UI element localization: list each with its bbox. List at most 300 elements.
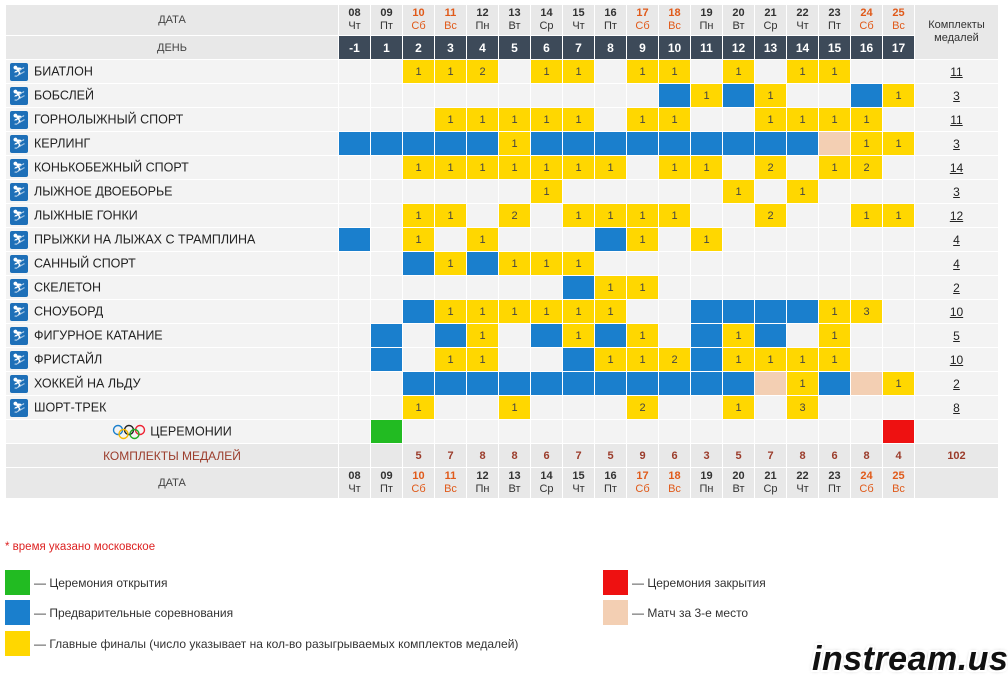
prelim-cell [755, 300, 787, 324]
day-number: 16 [851, 36, 883, 60]
empty-cell [819, 180, 851, 204]
weekday: Пн [475, 483, 490, 495]
weekday: Ср [539, 20, 554, 32]
final-cell: 1 [659, 108, 691, 132]
weekday: Пн [699, 20, 714, 32]
prelim-cell [595, 372, 627, 396]
final-cell: 1 [819, 156, 851, 180]
empty-cell [531, 276, 563, 300]
olympic-schedule-table [5, 4, 999, 499]
final-cell: 1 [627, 348, 659, 372]
final-cell: 1 [595, 300, 627, 324]
weekday: Сб [859, 483, 874, 495]
cross-country-icon: ⛷ [10, 207, 28, 225]
prelim-cell [659, 84, 691, 108]
weekday: Чт [796, 483, 809, 495]
empty-cell [339, 396, 371, 420]
date-number: 13 [508, 470, 521, 482]
final-cell: 3 [787, 396, 819, 420]
medal-total-link[interactable]: 4 [915, 228, 999, 252]
prelim-cell [723, 300, 755, 324]
empty-cell [755, 396, 787, 420]
bronze-match-cell [851, 372, 883, 396]
final-cell: 1 [659, 204, 691, 228]
final-cell: 1 [627, 108, 659, 132]
weekday: Вс [444, 20, 457, 32]
empty-cell [339, 60, 371, 84]
empty-cell [851, 228, 883, 252]
prelim-cell [819, 372, 851, 396]
sport-name-cell [6, 324, 339, 348]
closing-ceremony-cell [883, 420, 915, 444]
legend-opening [5, 570, 167, 595]
legend-bronze [603, 600, 748, 625]
prelim-cell [467, 252, 499, 276]
final-cell: 1 [723, 324, 755, 348]
day-row [6, 36, 999, 60]
medal-total-link[interactable]: 5 [915, 324, 999, 348]
medal-counts-row [6, 444, 999, 468]
empty-cell [499, 348, 531, 372]
medal-count-cell [339, 444, 371, 468]
empty-cell [723, 276, 755, 300]
final-cell: 2 [755, 204, 787, 228]
empty-cell [787, 252, 819, 276]
sport-row [6, 300, 999, 324]
final-cell: 1 [563, 204, 595, 228]
medal-count-cell: 8 [851, 444, 883, 468]
date-cell [851, 5, 883, 36]
empty-cell [691, 60, 723, 84]
sport-name: ФРИСТАЙЛ [34, 351, 103, 366]
medal-count-cell: 5 [595, 444, 627, 468]
prelim-cell [403, 372, 435, 396]
empty-cell [659, 180, 691, 204]
weekday: Сб [859, 20, 874, 32]
day-number: 13 [755, 36, 787, 60]
empty-cell [435, 228, 467, 252]
sport-row [6, 324, 999, 348]
final-cell: 1 [563, 324, 595, 348]
date-cell [403, 5, 435, 36]
empty-cell [787, 276, 819, 300]
empty-cell [371, 108, 403, 132]
medal-count-cell: 5 [403, 444, 435, 468]
empty-cell [787, 156, 819, 180]
weekday: Чт [572, 20, 585, 32]
medal-total-link[interactable]: 3 [915, 180, 999, 204]
medal-total-link[interactable]: 10 [915, 348, 999, 372]
day-number: 2 [403, 36, 435, 60]
final-cell: 1 [787, 108, 819, 132]
empty-cell [595, 60, 627, 84]
empty-cell [819, 276, 851, 300]
empty-cell [339, 108, 371, 132]
prelim-cell [787, 300, 819, 324]
date-number: 22 [796, 470, 809, 482]
weekday: Вт [508, 20, 521, 32]
date-cell [595, 5, 627, 36]
empty-cell [467, 396, 499, 420]
day-number: 12 [723, 36, 755, 60]
date-number: 19 [700, 7, 713, 19]
empty-cell [435, 84, 467, 108]
sport-row [6, 132, 999, 156]
empty-cell [851, 60, 883, 84]
sport-name-cell [6, 204, 339, 228]
final-cell: 2 [755, 156, 787, 180]
empty-cell [371, 60, 403, 84]
final-cell: 1 [883, 84, 915, 108]
final-cell: 1 [499, 396, 531, 420]
empty-cell [531, 348, 563, 372]
weekday: Пт [828, 483, 841, 495]
final-cell: 1 [851, 132, 883, 156]
empty-cell [499, 228, 531, 252]
prelim-cell [499, 372, 531, 396]
empty-cell [819, 420, 851, 444]
empty-cell [339, 420, 371, 444]
final-cell: 1 [435, 348, 467, 372]
empty-cell [563, 420, 595, 444]
weekday: Вс [668, 20, 681, 32]
prelim-cell [627, 132, 659, 156]
medal-total-link[interactable]: 11 [915, 60, 999, 84]
empty-cell [755, 276, 787, 300]
sport-name-cell [6, 60, 339, 84]
weekday: Пт [380, 483, 393, 495]
sport-name: ХОККЕЙ НА ЛЬДУ [34, 375, 141, 390]
date-header-label: ДАТА [6, 5, 339, 36]
prelim-cell [531, 324, 563, 348]
final-cell: 1 [595, 204, 627, 228]
empty-cell [883, 228, 915, 252]
date-number: 25 [892, 7, 905, 19]
empty-cell [371, 84, 403, 108]
final-cell: 1 [435, 204, 467, 228]
sport-row [6, 276, 999, 300]
prelim-cell [723, 84, 755, 108]
medals-header: Комплекты медалей [915, 5, 999, 60]
empty-cell [467, 180, 499, 204]
empty-cell [339, 300, 371, 324]
empty-cell [723, 108, 755, 132]
weekday: Пт [604, 483, 617, 495]
empty-cell [851, 276, 883, 300]
date-cell [787, 468, 819, 499]
bronze-match-cell [819, 132, 851, 156]
sport-name-cell [6, 252, 339, 276]
sport-row [6, 84, 999, 108]
sport-name-cell [6, 84, 339, 108]
date-cell [563, 468, 595, 499]
medal-total-link[interactable]: 8 [915, 396, 999, 420]
final-cell: 1 [819, 348, 851, 372]
date-number: 25 [892, 470, 905, 482]
medal-total-link[interactable]: 14 [915, 156, 999, 180]
empty-cell [659, 396, 691, 420]
empty-cell [563, 180, 595, 204]
legend-closing-label: — Церемония закрытия [632, 575, 766, 590]
weekday: Пт [380, 20, 393, 32]
legend-bronze-label: — Матч за 3-е место [632, 605, 749, 620]
empty-cell [371, 396, 403, 420]
final-cell: 1 [467, 300, 499, 324]
final-cell: 1 [787, 372, 819, 396]
weekday: Ср [539, 483, 554, 495]
medal-count-cell: 9 [627, 444, 659, 468]
final-cell: 1 [563, 300, 595, 324]
speed-skating-icon: ⛷ [10, 159, 28, 177]
snowboard-icon: ⛷ [10, 303, 28, 321]
empty-cell [883, 348, 915, 372]
empty-cell [659, 300, 691, 324]
sport-name: САННЫЙ СПОРТ [34, 255, 136, 270]
empty-cell [371, 228, 403, 252]
empty-cell [595, 396, 627, 420]
medal-count-cell: 6 [659, 444, 691, 468]
date-cell [403, 468, 435, 499]
medal-count-cell: 7 [755, 444, 787, 468]
prelim-cell [595, 228, 627, 252]
empty-cell [819, 204, 851, 228]
date-cell [467, 468, 499, 499]
date-cell [883, 5, 915, 36]
empty-cell [787, 228, 819, 252]
date-number: 09 [380, 7, 393, 19]
prelim-cell [403, 300, 435, 324]
final-cell: 1 [563, 108, 595, 132]
final-cell: 1 [883, 204, 915, 228]
empty-cell [467, 204, 499, 228]
medal-total-link[interactable]: 3 [915, 84, 999, 108]
final-cell: 1 [563, 60, 595, 84]
date-cell [627, 5, 659, 36]
final-cell: 1 [819, 300, 851, 324]
final-cell: 1 [403, 204, 435, 228]
prelim-cell [723, 132, 755, 156]
final-cell: 2 [627, 396, 659, 420]
final-cell: 1 [691, 156, 723, 180]
empty-cell [787, 84, 819, 108]
date-cell [531, 468, 563, 499]
empty-cell [371, 180, 403, 204]
empty-cell [339, 204, 371, 228]
prelim-cell [339, 228, 371, 252]
empty-cell [723, 156, 755, 180]
empty-cell [883, 60, 915, 84]
final-cell: 1 [627, 228, 659, 252]
final-cell: 2 [659, 348, 691, 372]
empty-cell [851, 324, 883, 348]
date-number: 21 [764, 470, 777, 482]
empty-cell [723, 252, 755, 276]
empty-cell [755, 228, 787, 252]
sport-name: БОБСЛЕЙ [34, 87, 94, 102]
sport-name: СНОУБОРД [34, 303, 104, 318]
date-number: 19 [700, 470, 713, 482]
empty-cell [595, 108, 627, 132]
final-cell: 1 [851, 204, 883, 228]
date-number: 15 [572, 7, 585, 19]
weekday: Пт [828, 20, 841, 32]
final-cell: 1 [723, 180, 755, 204]
day-number: 10 [659, 36, 691, 60]
prelim-cell [403, 252, 435, 276]
final-cell: 1 [467, 228, 499, 252]
prelim-cell [787, 132, 819, 156]
empty-cell [627, 252, 659, 276]
empty-cell [339, 156, 371, 180]
empty-cell [691, 204, 723, 228]
prelim-cell [531, 132, 563, 156]
empty-cell [659, 420, 691, 444]
date-cell [339, 468, 371, 499]
ceremonies-label: ЦЕРЕМОНИИ [150, 423, 232, 438]
sport-row [6, 204, 999, 228]
empty-cell [371, 300, 403, 324]
final-cell: 1 [723, 396, 755, 420]
empty-cell [467, 84, 499, 108]
date-cell [563, 5, 595, 36]
prelim-cell [371, 348, 403, 372]
medal-count-cell [371, 444, 403, 468]
date-cell [723, 5, 755, 36]
empty-cell [339, 180, 371, 204]
sport-name-cell [6, 348, 339, 372]
prelim-cell [563, 348, 595, 372]
medal-total-link[interactable]: 2 [915, 372, 999, 396]
final-cell: 1 [627, 276, 659, 300]
date-row-bottom [6, 468, 999, 499]
empty-cell [627, 180, 659, 204]
final-cell: 1 [499, 108, 531, 132]
empty-cell [403, 108, 435, 132]
empty-cell [851, 396, 883, 420]
date-number: 15 [572, 470, 585, 482]
final-cell: 1 [723, 348, 755, 372]
empty-cell [883, 252, 915, 276]
sport-name-cell [6, 300, 339, 324]
sport-name-cell [6, 276, 339, 300]
empty-cell [499, 420, 531, 444]
sport-name-cell [6, 108, 339, 132]
date-header-label: ДАТА [6, 468, 339, 499]
ski-jumping-icon: ⛷ [10, 231, 28, 249]
date-cell [723, 468, 755, 499]
sport-name: ШОРТ-ТРЕК [34, 399, 107, 414]
empty-cell [755, 60, 787, 84]
final-cell: 1 [627, 204, 659, 228]
medal-total-link[interactable]: 10 [915, 300, 999, 324]
empty-cell [403, 420, 435, 444]
day-number: 7 [563, 36, 595, 60]
ice-hockey-icon: ⛷ [10, 375, 28, 393]
medal-count-cell: 3 [691, 444, 723, 468]
day-number: 14 [787, 36, 819, 60]
date-cell [339, 5, 371, 36]
prelim-cell [755, 324, 787, 348]
date-number: 16 [604, 7, 617, 19]
empty-cell [403, 324, 435, 348]
sport-name: КЕРЛИНГ [34, 135, 91, 150]
weekday: Чт [348, 483, 361, 495]
medal-total-link[interactable]: 2 [915, 276, 999, 300]
empty-cell [723, 420, 755, 444]
day-number: -1 [339, 36, 371, 60]
date-number: 24 [860, 7, 873, 19]
sport-name-cell [6, 372, 339, 396]
empty-cell [627, 84, 659, 108]
final-cell: 1 [819, 60, 851, 84]
empty-cell [435, 180, 467, 204]
prelim-cell [723, 372, 755, 396]
final-cell: 1 [435, 300, 467, 324]
medal-total-link[interactable]: 3 [915, 132, 999, 156]
final-cell: 1 [435, 252, 467, 276]
bobsleigh-icon: ⛷ [10, 87, 28, 105]
empty-cell [883, 108, 915, 132]
medal-count-cell: 5 [723, 444, 755, 468]
final-cell: 1 [467, 324, 499, 348]
prelim-cell [563, 132, 595, 156]
date-cell [755, 5, 787, 36]
final-cell: 1 [563, 156, 595, 180]
weekday: Вт [732, 483, 745, 495]
day-number: 17 [883, 36, 915, 60]
date-cell [755, 468, 787, 499]
empty-cell [787, 324, 819, 348]
prelim-cell [339, 132, 371, 156]
prelim-cell [467, 132, 499, 156]
medal-count-cell: 4 [883, 444, 915, 468]
prelim-cell [435, 324, 467, 348]
sport-row [6, 372, 999, 396]
prelim-cell [627, 372, 659, 396]
empty-cell [883, 324, 915, 348]
medal-total-link[interactable]: 4 [915, 252, 999, 276]
empty-cell [339, 84, 371, 108]
empty-cell [467, 276, 499, 300]
date-cell [691, 468, 723, 499]
empty-cell [883, 300, 915, 324]
empty-cell [723, 228, 755, 252]
medal-count-cell: 6 [819, 444, 851, 468]
sport-row [6, 156, 999, 180]
date-number: 22 [796, 7, 809, 19]
empty-cell [371, 204, 403, 228]
date-number: 17 [636, 7, 649, 19]
prelim-cell [531, 372, 563, 396]
date-cell [435, 468, 467, 499]
medal-total-link[interactable]: 11 [915, 108, 999, 132]
opening-ceremony-cell [371, 420, 403, 444]
weekday: Вт [508, 483, 521, 495]
empty-cell [595, 180, 627, 204]
date-cell [595, 468, 627, 499]
sport-name-cell [6, 228, 339, 252]
date-number: 11 [444, 7, 457, 19]
date-number: 13 [508, 7, 521, 19]
empty-cell [915, 420, 999, 444]
sport-name: ФИГУРНОЕ КАТАНИЕ [34, 327, 163, 342]
empty-cell [499, 60, 531, 84]
medal-total-link[interactable]: 12 [915, 204, 999, 228]
empty-cell [531, 396, 563, 420]
weekday: Чт [572, 483, 585, 495]
sport-name-cell [6, 156, 339, 180]
weekday: Вт [732, 20, 745, 32]
